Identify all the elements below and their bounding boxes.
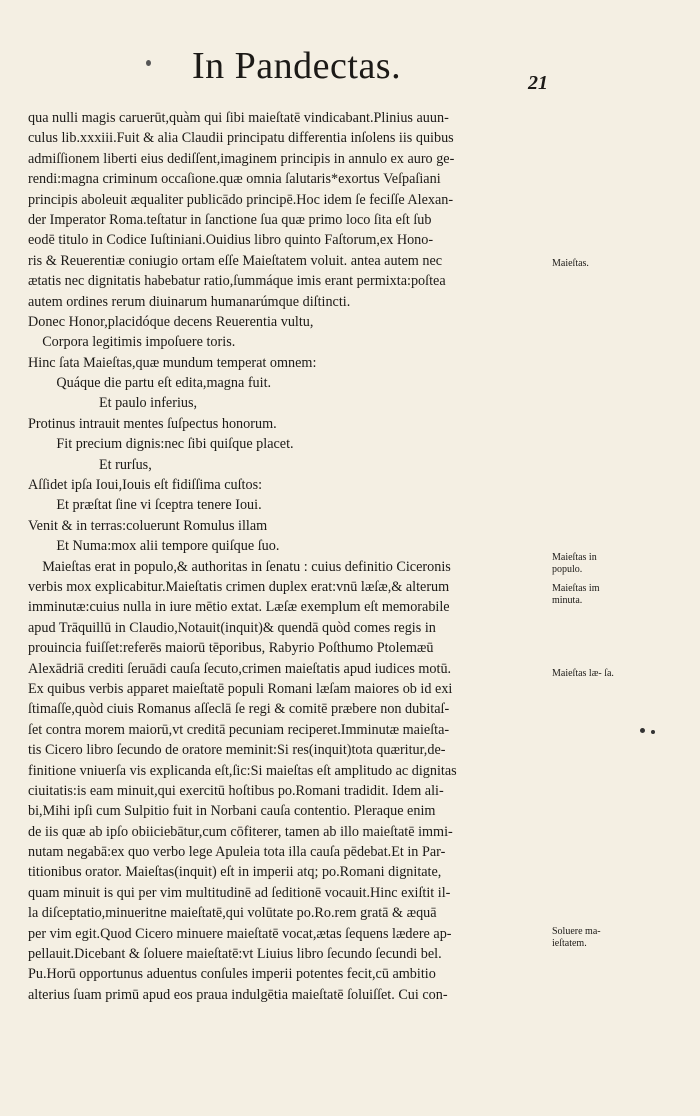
text-line: principis aboleuit æqualiter publicādo principē.Hoc idem ſe feciſſe Alexan- [28, 191, 454, 208]
text-line: quam minuit is qui per vim multitudinē ad ſeditionē vocauit.Hinc exiſtit il- [28, 884, 451, 901]
text-line: ſtimaſſe,quòd ciuis Romanus aſſeclā ſe regi & comitē præbere non dubitaſ- [28, 701, 450, 718]
text-line: apud Trāquillū in Claudio,Notauit(inquit)& quendā quòd comes regis in [28, 619, 436, 636]
text-line: nutam negabā:ex quo verbo lege Apuleia tota illa cauſa pēdebat.Et in Par- [28, 844, 446, 861]
text-line: ætatis nec dignitatis habebatur ratio,ſummáque imis erant permixta:poſtea [28, 273, 446, 290]
text-line: rendi:magna criminum occaſione.quæ omnia ſalutaris*exortus Veſpaſiani [28, 171, 441, 188]
text-line: de iis quæ ab ipſo obiiciebātur,cum cōfiterer, tamen ab illo maieſtatē immi- [28, 823, 453, 840]
text-line: Et Numa:mox alii tempore quiſque ſuo. [28, 538, 280, 555]
ink-dot [146, 60, 151, 66]
body-text [28, 108, 548, 1005]
text-line: Corpora legitimis impoſuere toris. [28, 334, 236, 351]
text-line: Aſſidet ipſa Ioui,Iouis eſt fidiſſima cuſtos: [28, 477, 263, 494]
text-line: Maieſtas erat in populo,& authoritas in ſenatu : cuius definitio Ciceronis [28, 558, 451, 575]
text-line: pellauit.Dicebant & ſoluere maieſtatē:vt Liuius libro ſecundo ſecundi bel. [28, 946, 442, 963]
text-line: culus lib.xxxiii.Fuit & alia Claudii principatu differentia inſolens iis quibus [28, 130, 454, 147]
text-line: eodē titulo in Codice Iuſtiniani.Ouidius libro quinto Faſtorum,ex Hono- [28, 232, 434, 249]
text-line: verbis mox explicabitur.Maieſtatis crimen duplex erat:vnū læſæ,& alterum [28, 578, 450, 595]
text-line: ſet contra morem maiorū,vt creditā pecuniam reciperet.Imminutæ maieſta- [28, 721, 450, 738]
text-line: prouincia fuiſſet:referēs maiorū tēporibus, Rabyrio Poſthumo Ptolemæū [28, 640, 434, 657]
text-line: Donec Honor,placidóque decens Reuerentia vultu, [28, 313, 314, 330]
text-line: Quáque die partu eſt edita,magna fuit. [28, 375, 272, 392]
text-line: autem ordines rerum diuinarum humanarúmque diſtincti. [28, 293, 351, 310]
text-line: alterius ſuam primū apud eos praua indulgētia maieſtatē ſoluiſſet. Cui con- [28, 986, 448, 1003]
text-line: Fit precium dignis:nec ſibi quiſque placet. [28, 436, 294, 453]
text-line: tis Cicero libro ſecundo de oratore meminit:Si res(inquit)tota quæritur,de- [28, 742, 446, 759]
text-line: Et rurſus, [28, 456, 152, 473]
text-line: Protinus intrauit mentes ſuſpectus honorum. [28, 415, 277, 432]
text-line: Hinc ſata Maieſtas,quæ mundum temperat omnem: [28, 354, 317, 371]
ink-spot [651, 730, 655, 734]
margin-note: Maieſtas im minuta. [552, 583, 600, 606]
margin-note: Maieſtas. [552, 258, 589, 269]
text-line: imminutæ:cuius nulla in iure mētio extat. Læſæ exemplum eſt memorabile [28, 599, 450, 616]
text-line: Et præſtat ſine vi ſceptra tenere Ioui. [28, 497, 262, 514]
margin-note: Soluere ma- ieſtatem. [552, 926, 601, 949]
text-line: admiſſionem liberti eius dediſſent,imaginem principis in annulo ex auro ge- [28, 150, 455, 167]
text-line: qua nulli magis caruerūt,quàm qui ſibi maieſtatē vindicabant.Plinius auun- [28, 110, 449, 126]
running-head: In Pandectas. [192, 45, 402, 87]
ink-spot [640, 728, 645, 733]
text-line: bi,Mihi ipſi cum Sulpitio fuit in Norbani cauſa contentio. Pleraque enim [28, 803, 436, 820]
text-line: Alexādriā crediti ſeruādi cauſa ſecuto,crimen maieſtatis apud iudices motū. [28, 660, 452, 677]
text-line: finitione vniuerſa vis explicanda eſt,ſic:Si maieſtas eſt amplitudo ac dignitas [28, 762, 457, 779]
text-line: ciuitatis:is eam minuit,qui exercitū hoſtibus po.Romani tradidit. Idem ali- [28, 782, 444, 799]
text-line: ris & Reuerentiæ coniugio ortam eſſe Maieſtatem voluit. antea autem nec [28, 252, 443, 269]
text-line: Et paulo inferius, [28, 395, 198, 412]
text-line: per vim egit.Quod Cicero minuere maieſtatē vocat,ætas ſequens lædere ap- [28, 925, 452, 942]
text-line: titionibus orator. Maieſtas(inquit) eſt in imperii atq; po.Romani dignitate, [28, 864, 442, 881]
page-number: 21 [528, 72, 548, 94]
margin-note: Maieſtas in populo. [552, 552, 597, 575]
text-line: der Imperator Roma.teſtatur in ſanctione ſua quæ primo loco ſita eſt ſub [28, 211, 432, 228]
text-line: Ex quibus verbis apparet maieſtatē populi Romani læſam maiores ob id exi [28, 680, 453, 697]
text-line: Venit & in terras:coluerunt Romulus illam [28, 517, 268, 534]
margin-note: Maieſtas læ- ſa. [552, 668, 614, 679]
text-line: Pu.Horū opportunus aduentus conſules imperii potentes fecit,cū ambitio [28, 966, 436, 983]
text-line: la diſceptatio,minueritne maieſtatē,qui volūtate po.Ro.rem gratā & æquā [28, 905, 437, 922]
